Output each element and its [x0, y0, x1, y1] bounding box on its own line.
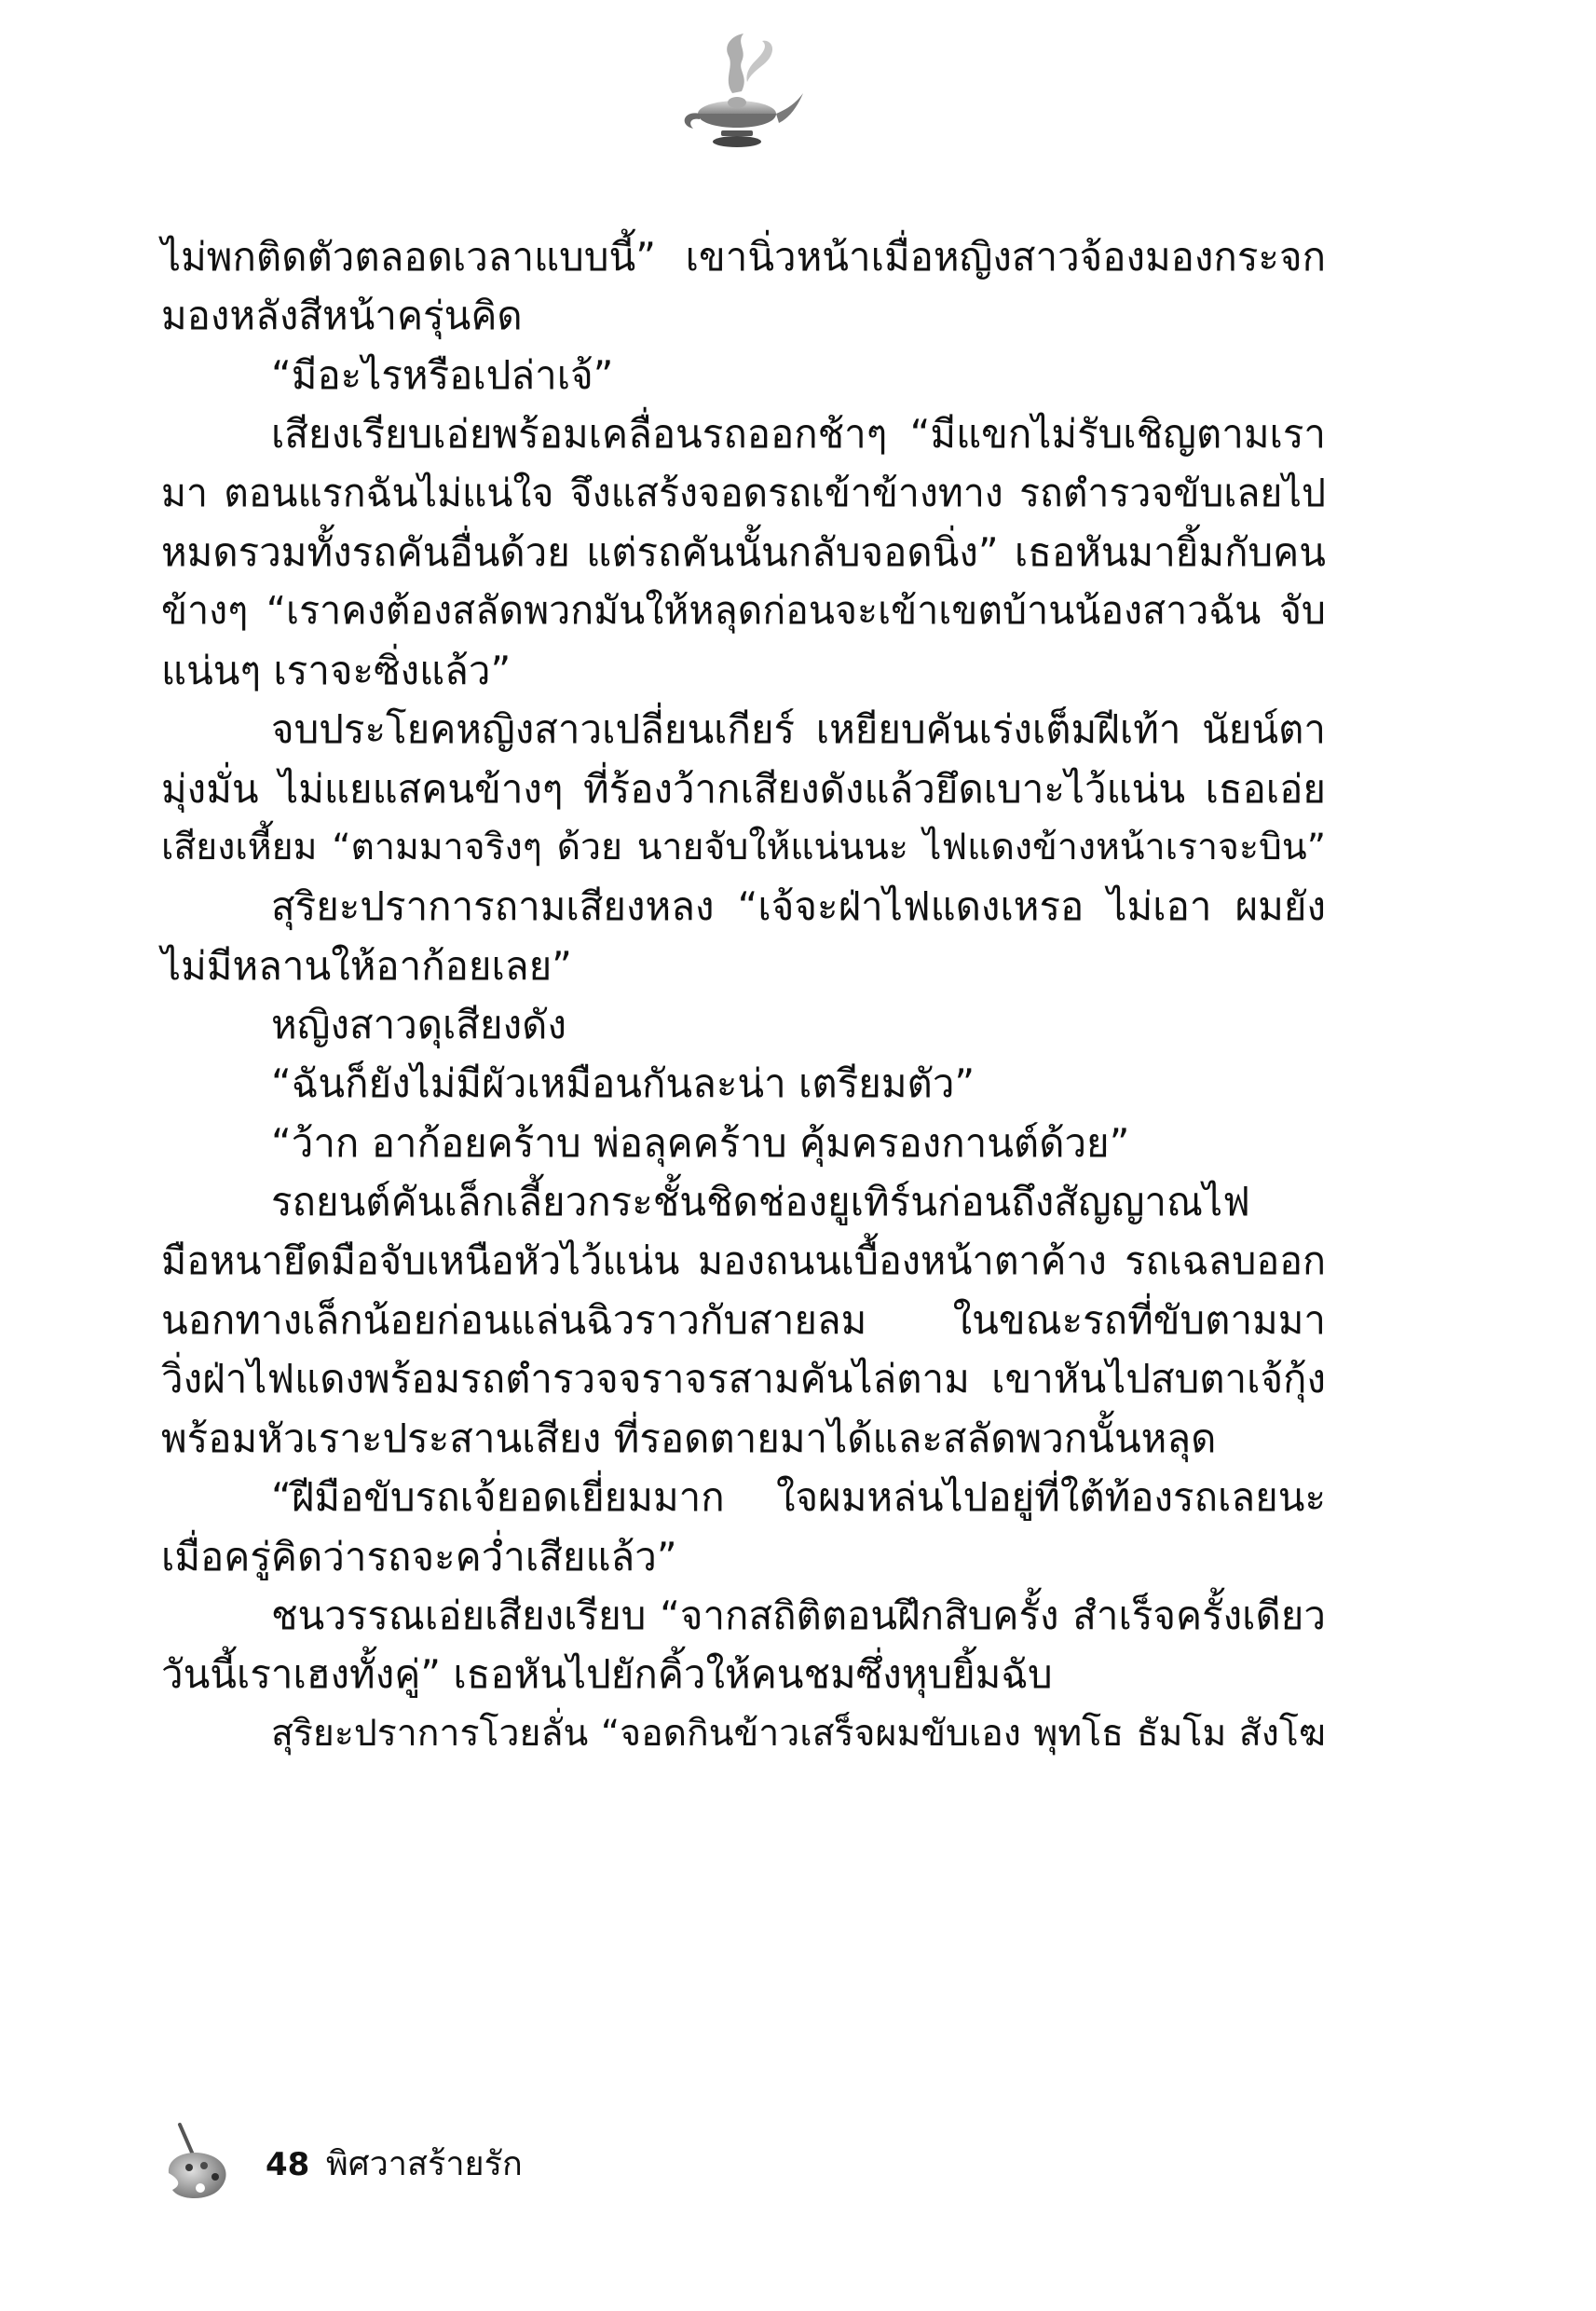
text-line: วันนี้เราเฮงทั้งคู่” เธอหันไปยักคิ้วให้คนชมซึ่งหุบยิ้มฉับ: [161, 1651, 1053, 1698]
page-footer: [161, 2121, 1000, 2214]
genie-lamp-icon: [667, 28, 807, 158]
text-line: หญิงสาวดุเสียงดัง: [271, 1002, 566, 1048]
text-line: เมื่อครู่คิดว่ารถจะคว่ำเสียแล้ว”: [161, 1533, 677, 1579]
text-line: ไม่พกติดตัวตลอดเวลาแบบนี้” เขานิ่วหน้าเมื่อหญิงสาวจ้องมองกระจก: [161, 234, 1326, 280]
text-line: ไม่มีหลานให้อาก้อยเลย”: [161, 942, 572, 989]
text-line: เสียงเหี้ยม “ตามมาจริงๆ ด้วย นายจับให้แน่นนะ ไฟแดงข้างหน้าเราจะบิน”: [161, 826, 1326, 868]
text-line: ข้างๆ “เราคงต้องสลัดพวกมันให้หลุดก่อนจะเข้าเขตบ้านน้องสาวฉัน จับ: [161, 588, 1326, 634]
text-line: “ฝีมือขับรถเจ้ยอดเยี่ยมมาก ใจผมหล่นไปอยู่ที่ใต้ท้องรถเลยนะ: [271, 1474, 1326, 1521]
text-line: จบประโยคหญิงสาวเปลี่ยนเกียร์ เหยียบคันเร่งเต็มฝีเท้า นัยน์ตา: [271, 706, 1326, 753]
text-line: มุ่งมั่น ไม่แยแสคนข้างๆ ที่ร้องว้ากเสียงดังแล้วยึดเบาะไว้แน่น เธอเอ่ย: [161, 765, 1326, 812]
text-line: “ฉันก็ยังไม่มีผัวเหมือนกันละน่า เตรียมตัว”: [271, 1060, 975, 1107]
text-line: พร้อมหัวเราะประสานเสียง ที่รอดตายมาได้และสลัดพวกนั้นหลุด: [161, 1415, 1217, 1461]
text-line: “ว้าก อาก้อยคร้าบ พ่อลุคคร้าบ คุ้มครองกานต์ด้วย”: [271, 1119, 1130, 1166]
text-line: หมดรวมทั้งรถคันอื่นด้วย แต่รถคันนั้นกลับจอดนิ่ง” เธอหันมายิ้มกับคน: [161, 528, 1326, 575]
text-line: “มีอะไรหรือเปล่าเจ้”: [271, 351, 614, 398]
text-line: ชนวรรณเอ่ยเสียงเรียบ “จากสถิติตอนฝึกสิบครั้ง สำเร็จครั้งเดียว: [271, 1592, 1326, 1638]
text-line: เสียงเรียบเอ่ยพร้อมเคลื่อนรถออกช้าๆ “มีแขกไม่รับเชิญตามเรา: [271, 411, 1326, 458]
body-text: [161, 227, 1326, 1763]
text-line: มือหนายึดมือจับเหนือหัวไว้แน่น มองถนนเบื้องหน้าตาค้าง รถเฉลบออก: [161, 1238, 1326, 1283]
text-line: รถยนต์คันเล็กเลี้ยวกระชั้นชิดช่องยูเทิร์นก่อนถึงสัญญาณไฟ: [271, 1179, 1250, 1225]
text-line: แน่นๆ เราจะซิ่งแล้ว”: [161, 647, 512, 693]
book-title: พิศวาสร้ายรัก: [326, 2145, 523, 2183]
text-line: นอกทางเล็กน้อยก่อนแล่นฉิวราวกับสายลม ในขณะรถที่ขับตามมา: [161, 1297, 1326, 1344]
text-line: สุริยะปราการโวยลั่น “จอดกินข้าวเสร็จผมขับเอง พุทโธ ธัมโม สังโฆ: [271, 1712, 1326, 1755]
text-line: สุริยะปราการถามเสียงหลง “เจ้จะฝ่าไฟแดงเหรอ ไม่เอา ผมยัง: [271, 883, 1326, 930]
text-line: วิ่งฝ่าไฟแดงพร้อมรถตำรวจจราจรสามคันไล่ตาม เขาหันไปสบตาเจ้กุ้ง: [161, 1356, 1326, 1402]
page-number: 48: [266, 2146, 310, 2183]
text-line: มองหลังสีหน้าครุ่นคิด: [161, 293, 523, 339]
text-line: มา ตอนแรกฉันไม่แน่ใจ จึงแสร้งจอดรถเข้าข้างทาง รถตำรวจขับเลยไป: [161, 470, 1326, 515]
paint-palette-icon: [161, 2121, 236, 2205]
